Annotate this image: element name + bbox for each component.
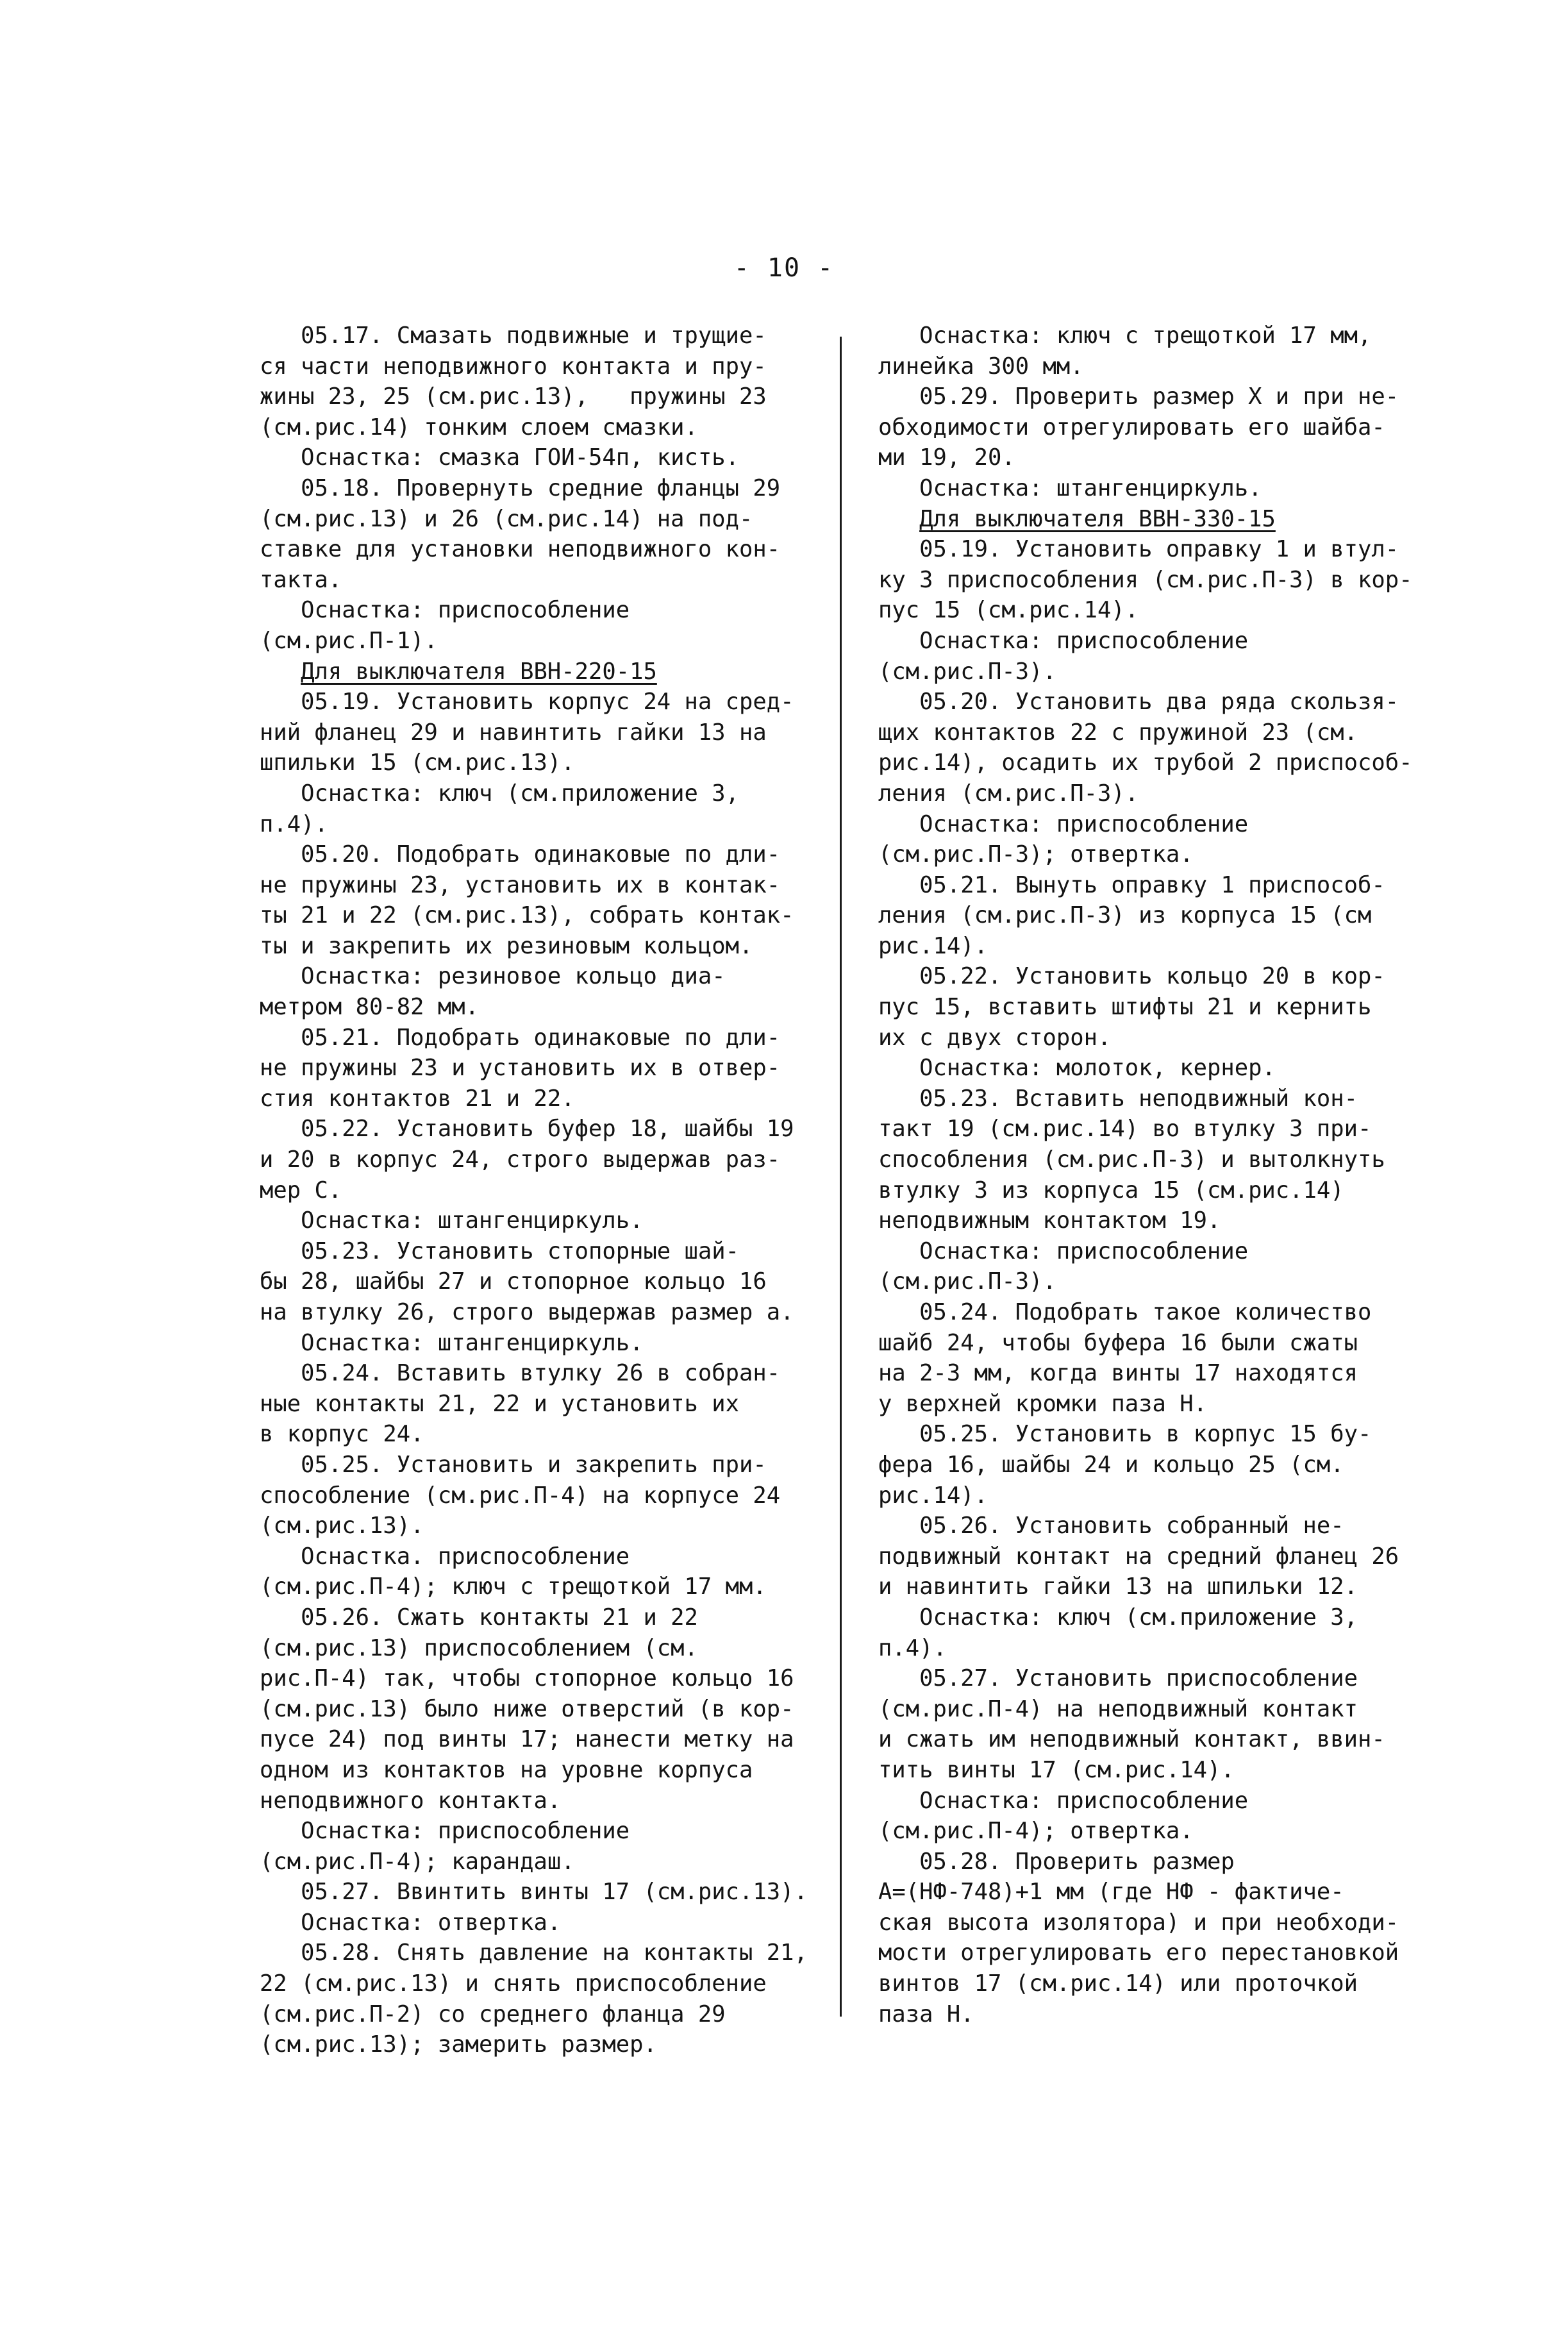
text-line: (см.рис.14) тонким слоем смазки. <box>260 414 698 441</box>
text-line: 05.26. Установить собранный не- <box>878 1513 1344 1540</box>
text-line: (см.рис.13) было ниже отверстий (в кор- <box>260 1695 794 1722</box>
text-line: 05.24. Вставить втулку 26 в собран- <box>260 1360 781 1387</box>
text-line: пусе 24) под винты 17; нанести метку на <box>260 1726 794 1753</box>
text-line: ные контакты 21, 22 и установить их <box>260 1390 740 1417</box>
text-line: и 20 в корпус 24, строго выдержав раз- <box>260 1146 781 1173</box>
text-line: такта. <box>260 566 342 593</box>
text-line: (см.рис.П-4); ключ с трещоткой 17 мм. <box>260 1574 767 1600</box>
text-line: Оснастка: отвертка. <box>260 1909 562 1936</box>
text-line: Оснастка: приспособление <box>260 1818 630 1845</box>
text-line: A=(НФ-748)+1 мм (где НФ - фактиче- <box>878 1879 1344 1906</box>
text-line: (см.рис.П-3); отвертка. <box>878 841 1194 868</box>
text-line: Оснастка: штангенциркуль. <box>260 1329 644 1356</box>
text-line: паза H. <box>878 2001 974 2027</box>
text-line: Оснастка: штангенциркуль. <box>878 474 1262 501</box>
text-line: способления (см.рис.П-3) и вытолкнуть <box>878 1146 1385 1173</box>
text-line: бы 28, шайбы 27 и стопорное кольцо 16 <box>260 1268 767 1295</box>
text-line: ская высота изолятора) и при необходи- <box>878 1909 1399 1936</box>
text-line: 05.27. Установить приспособление <box>878 1665 1358 1692</box>
text-line: Оснастка: приспособление <box>878 1787 1249 1814</box>
text-line: ми 19, 20. <box>878 444 1015 471</box>
text-line: метром 80-82 мм. <box>260 994 479 1021</box>
section-heading: Для выключателя ВВН-220-15 <box>301 658 657 685</box>
text-line: винтов 17 (см.рис.14) или проточкой <box>878 1970 1358 1997</box>
text-line: шпильки 15 (см.рис.13). <box>260 750 575 776</box>
text-line: втулку 3 из корпуса 15 (см.рис.14) <box>878 1177 1344 1204</box>
text-line: 05.27. Ввинтить винты 17 (см.рис.13). <box>260 1879 808 1906</box>
text-line: 05.25. Установить и закрепить при- <box>260 1451 767 1478</box>
text-line: 05.25. Установить в корпус 15 бу- <box>878 1421 1372 1448</box>
text-line: ления (см.рис.П-3) из корпуса 15 (см <box>878 902 1372 929</box>
text-line: Оснастка: приспособление <box>878 1238 1249 1264</box>
text-line: Оснастка: молоток, кернер. <box>878 1055 1276 1082</box>
text-line: (см.рис.П-4); карандаш. <box>260 1848 575 1875</box>
right-column <box>878 321 1413 2029</box>
text-line: пус 15 (см.рис.14). <box>878 597 1139 624</box>
text-line: ты и закрепить их резиновым кольцом. <box>260 932 753 959</box>
text-line: 05.28. Проверить размер <box>878 1848 1235 1875</box>
text-line: (см.рис.П-4); отвертка. <box>878 1818 1194 1845</box>
text-line: пус 15, вставить штифты 21 и кернить <box>878 994 1372 1021</box>
text-line: мер C. <box>260 1177 342 1204</box>
text-line: 05.29. Проверить размер X и при не- <box>878 383 1399 410</box>
text-line: 05.24. Подобрать такое количество <box>878 1299 1372 1325</box>
left-column <box>260 321 808 2060</box>
text-line: (см.рис.П-1). <box>260 627 438 654</box>
text-line: неподвижным контактом 19. <box>878 1207 1221 1234</box>
text-line: подвижный контакт на средний фланец 26 <box>878 1543 1399 1570</box>
text-line: Оснастка: смазка ГОИ-54п, кисть. <box>260 444 740 471</box>
text-line: (см.рис.13). <box>260 1513 424 1540</box>
text-line: (см.рис.П-3). <box>878 1268 1056 1295</box>
text-line: рис.14). <box>878 1482 988 1509</box>
text-line: 05.20. Установить два ряда скользя- <box>878 689 1399 716</box>
text-line: (см.рис.13); замерить размер. <box>260 2031 657 2058</box>
text-line: их с двух сторон. <box>878 1024 1112 1051</box>
text-line: шайб 24, чтобы буфера 16 были сжаты <box>878 1329 1358 1356</box>
text-line: (см.рис.П-2) со среднего фланца 29 <box>260 2001 726 2027</box>
section-heading: Для выключателя ВВН-330-15 <box>919 505 1276 532</box>
text-line: на втулку 26, строго выдержав размер a. <box>260 1299 794 1325</box>
text-line: 05.26. Сжать контакты 21 и 22 <box>260 1604 698 1631</box>
text-line: (см.рис.П-3). <box>878 658 1056 685</box>
text-line: 05.28. Снять давление на контакты 21, <box>260 1940 808 1967</box>
text-line: Оснастка: ключ с трещоткой 17 мм, <box>878 323 1372 349</box>
text-line: рис.14). <box>878 932 988 959</box>
text-line: щих контактов 22 с пружиной 23 (см. <box>878 719 1358 746</box>
text-line: и навинтить гайки 13 на шпильки 12. <box>878 1574 1358 1600</box>
text-line: мости отрегулировать его перестановкой <box>878 1940 1399 1967</box>
text-line: 05.22. Установить кольцо 20 в кор- <box>878 963 1385 990</box>
text-line: п.4). <box>260 810 328 837</box>
text-line: 05.21. Подобрать одинаковые по дли- <box>260 1024 781 1051</box>
text-line: п.4). <box>878 1634 947 1661</box>
page-number: - 10 - <box>733 253 835 283</box>
text-line: (см.рис.13) и 26 (см.рис.14) на под- <box>260 505 753 532</box>
text-line: 05.18. Провернуть средние фланцы 29 <box>260 474 781 501</box>
text-line: 05.23. Установить стопорные шай- <box>260 1238 740 1264</box>
text-line: Оснастка: приспособление <box>878 810 1249 837</box>
text-line: ты 21 и 22 (см.рис.13), собрать контак- <box>260 902 794 929</box>
text-line: ний фланец 29 и навинтить гайки 13 на <box>260 719 767 746</box>
text-line: ку 3 приспособления (см.рис.П-3) в кор- <box>878 566 1413 593</box>
text-line: неподвижного контакта. <box>260 1787 562 1814</box>
text-line: рис.П-4) так, чтобы стопорное кольцо 16 <box>260 1665 794 1692</box>
text-line: стия контактов 21 и 22. <box>260 1085 575 1112</box>
text-line: у верхней кромки паза H. <box>878 1390 1207 1417</box>
text-line: не пружины 23, установить их в контак- <box>260 871 781 898</box>
text-line: линейка 300 мм. <box>878 353 1084 380</box>
text-line: Оснастка: приспособление <box>878 627 1249 654</box>
text-line: фера 16, шайбы 24 и кольцо 25 (см. <box>878 1451 1344 1478</box>
text-line: Оснастка: ключ (см.приложение 3, <box>260 780 740 807</box>
text-line: ления (см.рис.П-3). <box>878 780 1139 807</box>
text-line: одном из контактов на уровне корпуса <box>260 1756 753 1783</box>
text-line: 05.20. Подобрать одинаковые по дли- <box>260 841 781 868</box>
text-line: 05.23. Вставить неподвижный кон- <box>878 1085 1358 1112</box>
text-line: в корпус 24. <box>260 1421 424 1448</box>
text-line: Оснастка: штангенциркуль. <box>260 1207 644 1234</box>
text-line: Оснастка: приспособление <box>260 597 630 624</box>
text-line: способление (см.рис.П-4) на корпусе 24 <box>260 1482 781 1509</box>
text-line: и сжать им неподвижный контакт, ввин- <box>878 1726 1385 1753</box>
text-line: 22 (см.рис.13) и снять приспособление <box>260 1970 767 1997</box>
text-line: не пружины 23 и установить их в отвер- <box>260 1055 781 1082</box>
text-line: Оснастка: резиновое кольцо диа- <box>260 963 726 990</box>
text-line: такт 19 (см.рис.14) во втулку 3 при- <box>878 1116 1372 1143</box>
text-line: 05.17. Смазать подвижные и трущие- <box>260 323 767 349</box>
text-line: жины 23, 25 (см.рис.13), пружины 23 <box>260 383 767 410</box>
text-line: 05.22. Установить буфер 18, шайбы 19 <box>260 1116 794 1143</box>
text-line: рис.14), осадить их трубой 2 приспособ- <box>878 750 1413 776</box>
text-line: Оснастка: ключ (см.приложение 3, <box>878 1604 1358 1631</box>
text-line: 05.19. Установить корпус 24 на сред- <box>260 689 794 716</box>
text-line: Оснастка. приспособление <box>260 1543 630 1570</box>
text-line: 05.19. Установить оправку 1 и втул- <box>878 536 1399 563</box>
text-line: обходимости отрегулировать его шайба- <box>878 414 1385 441</box>
column-divider <box>840 337 842 2017</box>
text-line: на 2-3 мм, когда винты 17 находятся <box>878 1360 1358 1387</box>
text-line: тить винты 17 (см.рис.14). <box>878 1756 1235 1783</box>
text-line: 05.21. Вынуть оправку 1 приспособ- <box>878 871 1385 898</box>
text-line: ся части неподвижного контакта и пру- <box>260 353 767 380</box>
text-line: (см.рис.П-4) на неподвижный контакт <box>878 1695 1358 1722</box>
text-line: (см.рис.13) приспособлением (см. <box>260 1634 698 1661</box>
text-line: ставке для установки неподвижного кон- <box>260 536 781 563</box>
